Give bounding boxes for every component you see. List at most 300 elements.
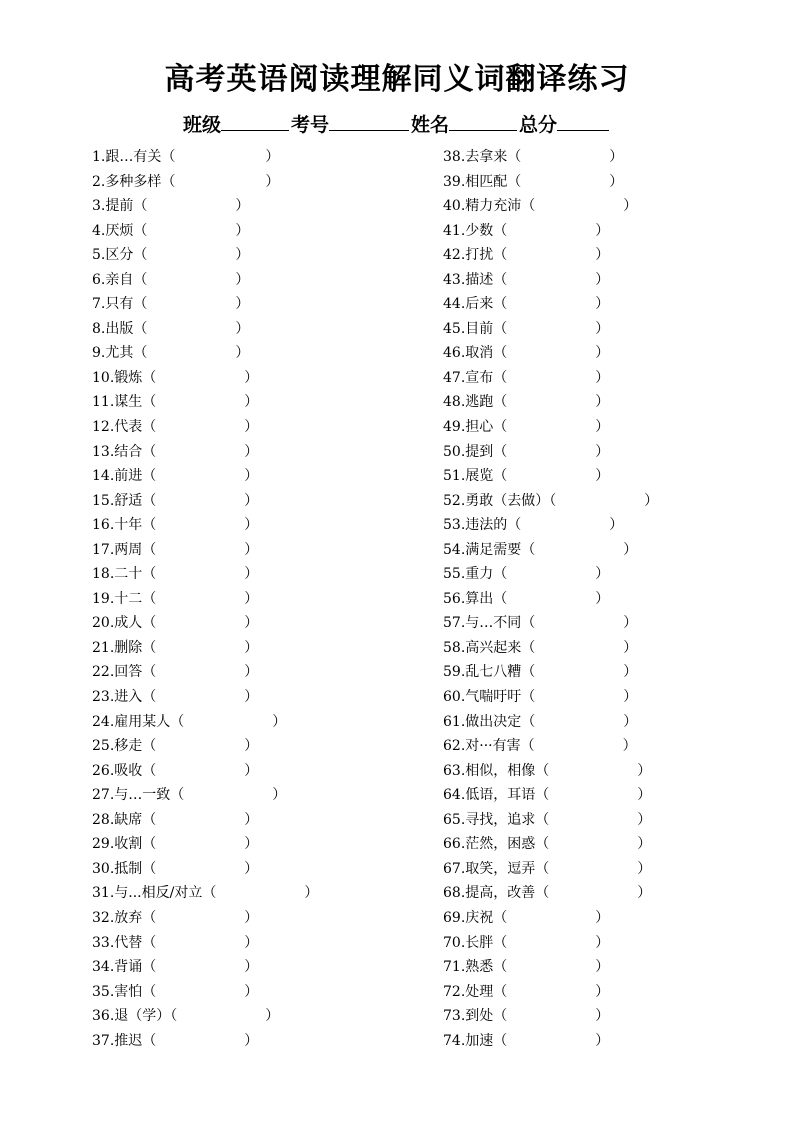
vocab-item	[443, 637, 783, 662]
vocab-item	[443, 1030, 783, 1055]
vocab-item	[92, 293, 432, 318]
item-number: 71.	[443, 959, 466, 976]
vocab-item	[443, 907, 783, 932]
item-number: 33.	[92, 934, 115, 951]
vocab-item	[92, 490, 432, 515]
closing-paren: ）	[623, 664, 638, 681]
closing-paren: ）	[265, 1008, 280, 1025]
item-number: 3.	[92, 198, 106, 215]
item-prompt: 锻炼（	[114, 369, 157, 386]
vocab-item	[443, 858, 783, 883]
closing-paren: ）	[637, 787, 652, 804]
item-number: 53.	[443, 517, 466, 534]
item-number: 24.	[92, 713, 115, 730]
vocab-item	[443, 269, 783, 294]
closing-paren: ）	[623, 541, 638, 558]
item-prompt: 取笑，逗弄（	[465, 860, 550, 877]
item-prompt: 害怕（	[114, 983, 157, 1000]
vocab-item	[443, 391, 783, 416]
item-prompt: 宣布（	[465, 369, 508, 386]
closing-paren: ）	[595, 271, 610, 288]
closing-paren: ）	[637, 860, 652, 877]
item-number: 5.	[92, 247, 106, 264]
closing-paren: ）	[244, 836, 259, 853]
vocab-item	[92, 514, 432, 539]
item-prompt: 十年（	[114, 517, 157, 534]
item-prompt: 提到（	[465, 443, 508, 460]
closing-paren: ）	[637, 811, 652, 828]
vocab-item	[92, 563, 432, 588]
closing-paren: ）	[244, 689, 259, 706]
item-number: 56.	[443, 590, 466, 607]
item-prompt: 推迟（	[114, 1032, 157, 1049]
closing-paren: ）	[235, 320, 250, 337]
item-number: 27.	[92, 787, 115, 804]
item-prompt: 谋生（	[114, 394, 157, 411]
item-prompt: 违法的（	[465, 517, 522, 534]
item-prompt: 提前（	[105, 198, 148, 215]
vocab-item	[92, 146, 432, 171]
vocab-item	[92, 809, 432, 834]
item-number: 8.	[92, 320, 106, 337]
closing-paren: ）	[595, 394, 610, 411]
item-number: 60.	[443, 689, 466, 706]
item-number: 9.	[92, 345, 106, 362]
item-prompt: 展览（	[465, 468, 508, 485]
item-prompt: 少数（	[465, 222, 508, 239]
item-number: 45.	[443, 320, 466, 337]
item-number: 50.	[443, 443, 466, 460]
vocab-item	[443, 318, 783, 343]
right-word-list	[443, 146, 783, 1054]
closing-paren: ）	[244, 419, 259, 436]
closing-paren: ）	[595, 959, 610, 976]
vocab-item	[92, 318, 432, 343]
item-prompt: 算出（	[465, 590, 508, 607]
closing-paren: ）	[265, 149, 280, 165]
item-number: 17.	[92, 541, 115, 558]
item-number: 44.	[443, 296, 466, 313]
item-prompt: 茫然，困惑（	[465, 836, 550, 853]
vocab-item	[92, 342, 432, 367]
item-number: 64.	[443, 787, 466, 804]
closing-paren: ）	[244, 468, 259, 485]
item-prompt: 与…不同（	[465, 615, 536, 632]
closing-paren: ）	[244, 443, 259, 460]
vocab-item	[92, 612, 432, 637]
item-number: 59.	[443, 664, 466, 681]
item-prompt: 取消（	[465, 345, 508, 362]
item-prompt: 担心（	[465, 419, 508, 436]
item-prompt: 尤其（	[105, 345, 148, 362]
closing-paren: ）	[272, 713, 287, 730]
vocab-item	[92, 465, 432, 490]
vocab-item	[443, 171, 783, 196]
item-number: 51.	[443, 468, 466, 485]
name-blank[interactable]	[449, 110, 517, 131]
closing-paren: ）	[235, 345, 250, 362]
closing-paren: ）	[235, 222, 250, 239]
vocab-item	[92, 588, 432, 613]
closing-paren: ）	[622, 738, 637, 755]
item-prompt: 勇敢（去做）（	[465, 492, 557, 509]
vocab-item	[443, 416, 783, 441]
item-number: 43.	[443, 271, 466, 288]
item-number: 62.	[443, 738, 466, 755]
vocab-item	[443, 956, 783, 981]
vocab-item	[443, 293, 783, 318]
vocab-item	[443, 465, 783, 490]
closing-paren: ）	[595, 1032, 610, 1049]
closing-paren: ）	[623, 689, 638, 706]
vocab-item	[92, 269, 432, 294]
item-prompt: 亲自（	[105, 271, 148, 288]
exam-number-blank[interactable]	[329, 110, 409, 131]
item-prompt: 舒适（	[114, 492, 157, 509]
item-prompt: 到处（	[465, 1008, 508, 1025]
closing-paren: ）	[244, 517, 259, 534]
item-number: 39.	[443, 173, 466, 190]
item-prompt: 缺席（	[114, 811, 157, 828]
item-prompt: 逃跑（	[465, 394, 508, 411]
name-label: 姓名	[411, 114, 450, 136]
closing-paren: ）	[244, 983, 259, 1000]
closing-paren: ）	[595, 443, 610, 460]
vocab-item	[92, 858, 432, 883]
item-number: 54.	[443, 541, 466, 558]
item-prompt: 退（学）（	[114, 1008, 178, 1025]
vocab-item	[92, 416, 432, 441]
closing-paren: ）	[235, 247, 250, 264]
item-prompt: 吸收（	[114, 762, 157, 779]
closing-paren: ）	[595, 468, 610, 485]
item-number: 34.	[92, 959, 115, 976]
closing-paren: ）	[595, 320, 610, 337]
item-prompt: 厌烦（	[105, 222, 148, 239]
closing-paren: ）	[623, 639, 638, 656]
closing-paren: ）	[265, 173, 280, 190]
closing-paren: ）	[623, 615, 638, 632]
item-prompt: 相似，相像（	[465, 762, 550, 779]
vocab-item	[443, 514, 783, 539]
vocab-item	[443, 220, 783, 245]
item-prompt: 庆祝（	[465, 909, 508, 926]
item-number: 4.	[92, 222, 106, 239]
closing-paren: ）	[637, 762, 652, 779]
vocab-item	[443, 809, 783, 834]
item-prompt: 高兴起来（	[465, 639, 536, 656]
closing-paren: ）	[637, 836, 652, 853]
closing-paren: ）	[595, 247, 610, 264]
item-prompt: 删除（	[114, 639, 157, 656]
item-number: 40.	[443, 198, 466, 215]
item-number: 28.	[92, 811, 115, 828]
page-title: 高考英语阅读理解同义词翻译练习	[164, 62, 630, 97]
item-number: 42.	[443, 247, 466, 264]
item-number: 35.	[92, 983, 115, 1000]
item-prompt: 两周（	[114, 541, 157, 558]
vocab-item	[443, 784, 783, 809]
closing-paren: ）	[244, 860, 259, 877]
item-number: 41.	[443, 222, 466, 239]
item-number: 14.	[92, 468, 115, 485]
item-prompt: 去拿来（	[465, 149, 522, 165]
item-number: 57.	[443, 615, 466, 632]
vocab-item	[92, 735, 432, 760]
vocab-item	[92, 1030, 432, 1055]
item-prompt: 只有（	[105, 296, 148, 313]
vocab-item	[443, 539, 783, 564]
closing-paren: ）	[244, 492, 259, 509]
closing-paren: ）	[235, 296, 250, 313]
item-number: 18.	[92, 566, 115, 583]
item-prompt: 进入（	[114, 689, 157, 706]
item-prompt: 精力充沛（	[465, 198, 536, 215]
item-prompt: 前进（	[114, 468, 157, 485]
vocab-item	[92, 1005, 432, 1030]
item-number: 26.	[92, 762, 115, 779]
item-number: 25.	[92, 738, 115, 755]
vocab-item	[443, 760, 783, 785]
vocab-item	[92, 391, 432, 416]
item-number: 69.	[443, 909, 466, 926]
vocab-item	[443, 981, 783, 1006]
item-prompt: 做出决定（	[465, 713, 536, 730]
vocab-item	[443, 612, 783, 637]
item-number: 47.	[443, 369, 466, 386]
item-number: 36.	[92, 1008, 115, 1025]
item-prompt: 抵制（	[114, 860, 157, 877]
item-prompt: 长胖（	[465, 934, 508, 951]
closing-paren: ）	[595, 419, 610, 436]
closing-paren: ）	[304, 885, 319, 902]
score-label: 总分	[519, 114, 558, 136]
item-prompt: 收割（	[114, 836, 157, 853]
item-number: 11.	[92, 394, 115, 411]
item-number: 12.	[92, 419, 115, 436]
closing-paren: ）	[244, 664, 259, 681]
item-number: 21.	[92, 639, 115, 656]
item-number: 22.	[92, 664, 115, 681]
vocab-item	[443, 588, 783, 613]
item-number: 15.	[92, 492, 115, 509]
item-number: 73.	[443, 1008, 466, 1025]
item-number: 70.	[443, 934, 466, 951]
item-number: 6.	[92, 271, 106, 288]
item-prompt: 重力（	[465, 566, 508, 583]
vocab-item	[92, 244, 432, 269]
item-number: 48.	[443, 394, 466, 411]
closing-paren: ）	[244, 811, 259, 828]
closing-paren: ）	[235, 271, 250, 288]
vocab-item	[92, 882, 432, 907]
item-number: 20.	[92, 615, 115, 632]
item-prompt: 后来（	[465, 296, 508, 313]
closing-paren: ）	[644, 492, 659, 509]
vocab-item	[443, 1005, 783, 1030]
closing-paren: ）	[609, 517, 624, 534]
vocab-item	[443, 661, 783, 686]
item-number: 61.	[443, 713, 466, 730]
vocab-item	[443, 441, 783, 466]
item-number: 46.	[443, 345, 466, 362]
class-label: 班级	[182, 114, 221, 136]
item-prompt: 背诵（	[114, 959, 157, 976]
item-number: 7.	[92, 296, 106, 313]
item-number: 10.	[92, 369, 115, 386]
item-number: 58.	[443, 639, 466, 656]
item-number: 37.	[92, 1032, 115, 1049]
item-prompt: 提高，改善（	[465, 885, 550, 902]
closing-paren: ）	[244, 639, 259, 656]
closing-paren: ）	[609, 149, 624, 165]
vocab-item	[92, 907, 432, 932]
vocab-item	[92, 833, 432, 858]
vocab-item	[443, 146, 783, 171]
closing-paren: ）	[244, 566, 259, 583]
item-number: 19.	[92, 590, 115, 607]
item-prompt: 加速（	[465, 1032, 508, 1049]
closing-paren: ）	[595, 590, 610, 607]
score-blank[interactable]	[557, 110, 609, 131]
closing-paren: ）	[244, 959, 259, 976]
closing-paren: ）	[244, 762, 259, 779]
item-prompt: 低语，耳语（	[465, 787, 550, 804]
closing-paren: ）	[595, 345, 610, 362]
item-number: 38.	[443, 149, 466, 165]
closing-paren: ）	[595, 296, 610, 313]
item-prompt: 代替（	[114, 934, 157, 951]
vocab-item	[443, 342, 783, 367]
item-prompt: 跟…有关（	[105, 149, 176, 165]
vocab-item	[92, 637, 432, 662]
item-prompt: 回答（	[114, 664, 157, 681]
closing-paren: ）	[244, 541, 259, 558]
item-prompt: 处理（	[465, 983, 508, 1000]
item-prompt: 雇用某人（	[114, 713, 185, 730]
item-number: 13.	[92, 443, 115, 460]
vocab-item	[92, 932, 432, 957]
vocab-item	[92, 686, 432, 711]
vocab-item	[92, 441, 432, 466]
closing-paren: ）	[244, 615, 259, 632]
vocab-item	[443, 735, 783, 760]
closing-paren: ）	[244, 369, 259, 386]
vocab-item	[92, 711, 432, 736]
item-number: 49.	[443, 419, 466, 436]
closing-paren: ）	[595, 222, 610, 239]
closing-paren: ）	[595, 909, 610, 926]
left-word-list	[92, 146, 432, 1054]
item-prompt: 气喘吁吁（	[465, 689, 536, 706]
vocab-item	[443, 563, 783, 588]
closing-paren: ）	[244, 909, 259, 926]
item-number: 30.	[92, 860, 115, 877]
item-number: 66.	[443, 836, 466, 853]
vocab-item	[92, 171, 432, 196]
vocab-item	[92, 539, 432, 564]
closing-paren: ）	[595, 934, 610, 951]
item-number: 23.	[92, 689, 115, 706]
item-prompt: 目前（	[465, 320, 508, 337]
vocab-item	[443, 244, 783, 269]
item-prompt: 与…一致（	[114, 787, 185, 804]
item-prompt: 描述（	[465, 271, 508, 288]
vocab-item	[92, 784, 432, 809]
item-number: 65.	[443, 811, 466, 828]
vocab-item	[92, 220, 432, 245]
vocab-item	[92, 661, 432, 686]
item-prompt: 寻找，追求（	[465, 811, 550, 828]
closing-paren: ）	[595, 566, 610, 583]
vocab-item	[92, 195, 432, 220]
closing-paren: ）	[244, 590, 259, 607]
student-info-row	[0, 110, 794, 139]
vocab-item	[92, 981, 432, 1006]
closing-paren: ）	[595, 1008, 610, 1025]
vocab-item	[443, 932, 783, 957]
item-prompt: 放弃（	[114, 909, 157, 926]
vocab-item	[443, 686, 783, 711]
closing-paren: ）	[244, 738, 259, 755]
item-number: 16.	[92, 517, 115, 534]
closing-paren: ）	[609, 173, 624, 190]
vocab-item	[92, 367, 432, 392]
item-prompt: 打扰（	[465, 247, 508, 264]
vocab-item	[92, 956, 432, 981]
closing-paren: ）	[623, 713, 638, 730]
class-blank[interactable]	[221, 110, 289, 131]
closing-paren: ）	[595, 369, 610, 386]
item-number: 67.	[443, 860, 466, 877]
item-number: 2.	[92, 173, 106, 190]
item-prompt: 代表（	[114, 419, 157, 436]
item-number: 32.	[92, 909, 115, 926]
item-prompt: 相匹配（	[465, 173, 522, 190]
item-prompt: 乱七八糟（	[465, 664, 536, 681]
closing-paren: ）	[244, 394, 259, 411]
item-number: 74.	[443, 1032, 466, 1049]
item-prompt: 二十（	[114, 566, 157, 583]
vocab-item	[443, 490, 783, 515]
item-prompt: 出版（	[105, 320, 148, 337]
vocab-item	[443, 882, 783, 907]
closing-paren: ）	[595, 983, 610, 1000]
exam-number-label: 考号	[290, 114, 329, 136]
item-prompt: 满足需要（	[465, 541, 536, 558]
item-prompt: 移走（	[114, 738, 157, 755]
item-prompt: 多种多样（	[105, 173, 176, 190]
item-prompt: 熟悉（	[465, 959, 508, 976]
item-prompt: 区分（	[105, 247, 148, 264]
closing-paren: ）	[235, 198, 250, 215]
item-number: 55.	[443, 566, 466, 583]
vocab-item	[92, 760, 432, 785]
item-prompt: 十二（	[114, 590, 157, 607]
item-number: 31.	[92, 885, 115, 902]
vocab-item	[443, 195, 783, 220]
vocab-item	[443, 367, 783, 392]
item-number: 68.	[443, 885, 466, 902]
item-number: 63.	[443, 762, 466, 779]
closing-paren: ）	[272, 787, 287, 804]
vocab-item	[443, 711, 783, 736]
item-prompt: 结合（	[114, 443, 157, 460]
item-number: 29.	[92, 836, 115, 853]
item-number: 1.	[92, 149, 106, 165]
item-prompt: 与...相反/对立（	[114, 885, 217, 902]
item-prompt: 成人（	[114, 615, 157, 632]
